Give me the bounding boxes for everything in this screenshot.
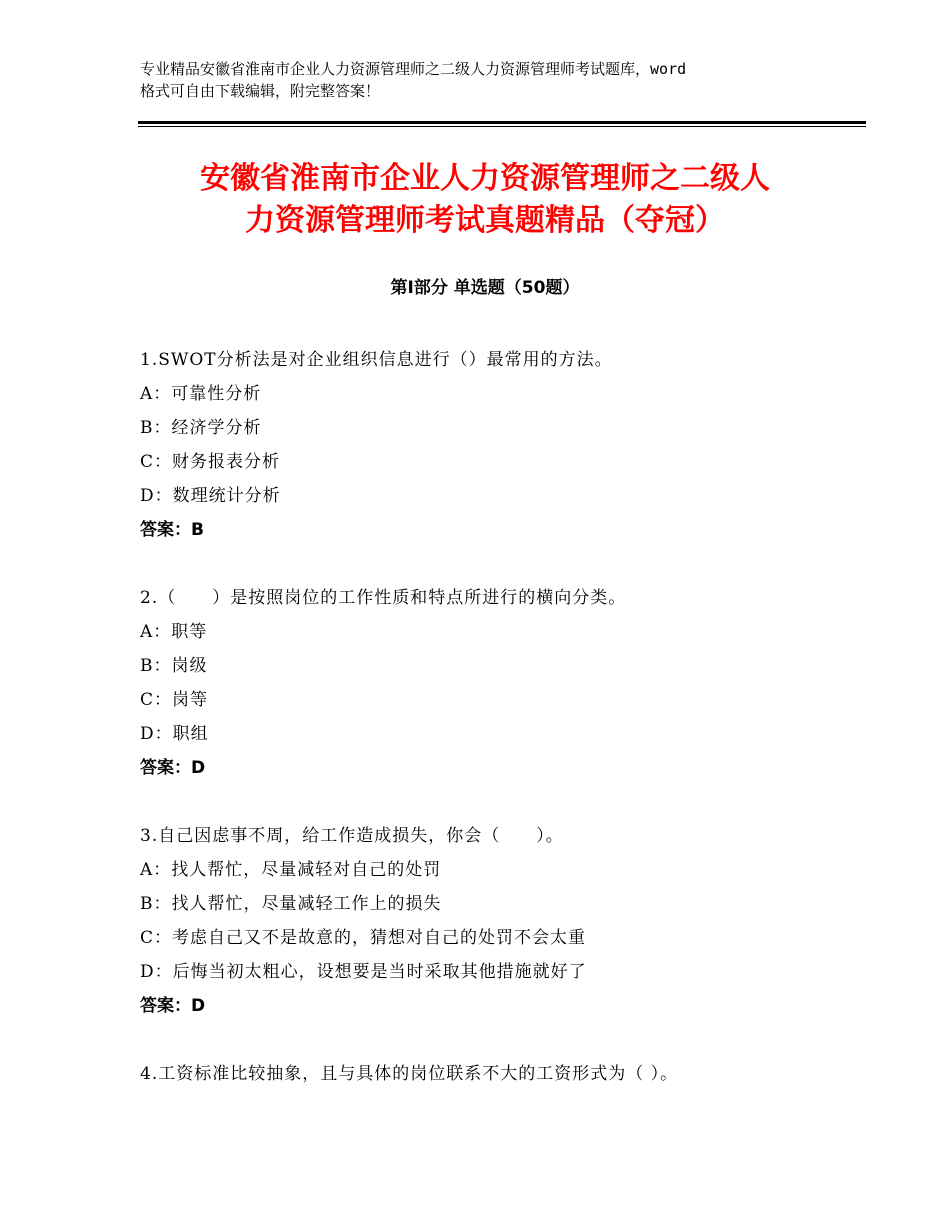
option-d: D：职组 (140, 724, 209, 744)
option-c: C：考虑自己又不是故意的，猜想对自己的处罚不会太重 (140, 928, 587, 948)
question-3 (140, 819, 860, 1023)
option-c: C：岗等 (140, 690, 209, 710)
question-stem: 4.工资标准比较抽象，且与具体的岗位联系不大的工资形式为（ ）。 (140, 1064, 679, 1084)
question-stem: 2.（ ）是按照岗位的工作性质和特点所进行的横向分类。 (140, 588, 627, 608)
option-d: D：后悔当初太粗心，设想要是当时采取其他措施就好了 (140, 962, 587, 982)
question-stem: 3.自己因虑事不周，给工作造成损失，你会（ ）。 (140, 826, 564, 846)
answer-label: 答案：D (140, 996, 206, 1016)
document-title-line-1: 安徽省淮南市企业人力资源管理师之二级人 (200, 161, 770, 196)
option-a: A：可靠性分析 (140, 384, 262, 404)
question-1 (140, 343, 860, 547)
document-title-line-2: 力资源管理师考试真题精品（夺冠） (245, 203, 725, 238)
header-note-line-2: 格式可自由下载编辑，附完整答案！ (140, 82, 381, 100)
question-stem: 1.SWOT分析法是对企业组织信息进行（）最常用的方法。 (140, 350, 613, 370)
header-note-line-1: 专业精品安徽省淮南市企业人力资源管理师之二级人力资源管理师考试题库，word (140, 60, 687, 78)
option-b: B：找人帮忙，尽量减轻工作上的损失 (140, 894, 442, 914)
option-b: B：岗级 (140, 656, 208, 676)
question-2 (140, 581, 860, 785)
option-d: D：数理统计分析 (140, 486, 281, 506)
header-divider-thin (138, 126, 866, 127)
header-divider-thick (138, 121, 866, 124)
option-a: A：职等 (140, 622, 208, 642)
answer-label: 答案：B (140, 520, 204, 540)
option-a: A：找人帮忙，尽量减轻对自己的处罚 (140, 860, 442, 880)
answer-label: 答案：D (140, 758, 206, 778)
section-heading: 第Ⅰ部分 单选题（50题） (390, 278, 580, 298)
header-note (140, 58, 830, 102)
document-title (140, 158, 830, 242)
option-b: B：经济学分析 (140, 418, 262, 438)
question-list (140, 343, 860, 1125)
option-c: C：财务报表分析 (140, 452, 281, 472)
question-4 (140, 1057, 860, 1091)
